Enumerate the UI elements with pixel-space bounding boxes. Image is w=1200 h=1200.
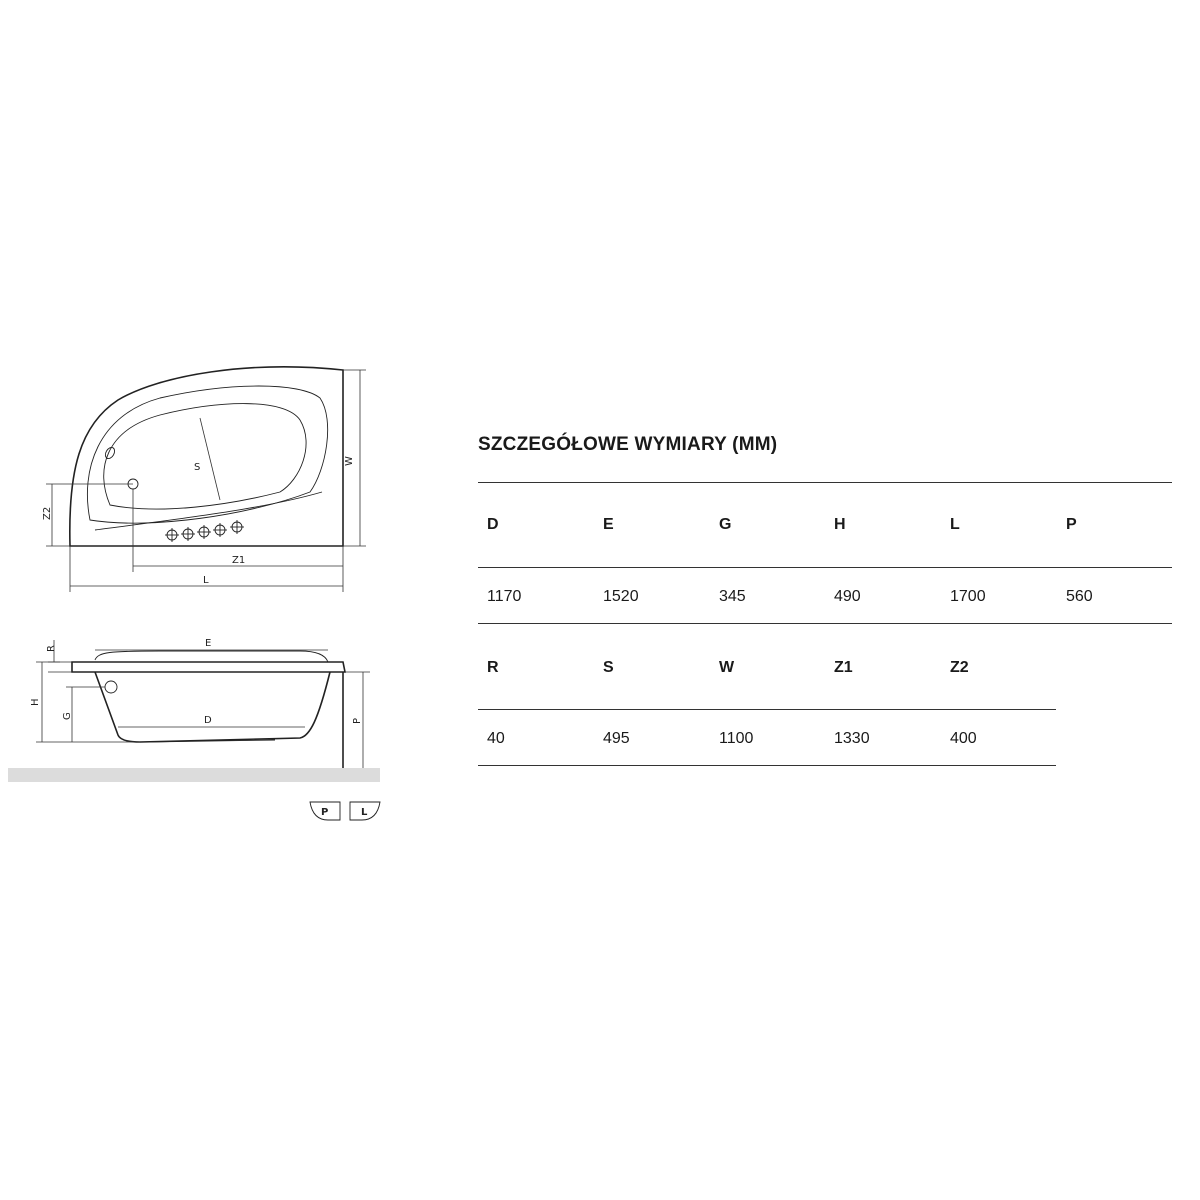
jets-group xyxy=(165,520,244,542)
value-l: 1700 xyxy=(950,588,986,605)
header-p: P xyxy=(1066,516,1077,533)
dim-label-p: P xyxy=(352,717,363,724)
dim-label-z2: Z2 xyxy=(42,506,53,520)
dim-label-z1: Z1 xyxy=(232,555,246,566)
orientation-label-left: L xyxy=(361,807,368,818)
table-rule-top xyxy=(478,482,1172,483)
table-rule-4 xyxy=(478,709,1056,710)
header-e: E xyxy=(603,516,614,533)
header-s: S xyxy=(603,659,614,676)
tub-outline-top xyxy=(70,367,343,546)
tub-rim-inner xyxy=(87,386,327,523)
header-z1: Z1 xyxy=(834,659,853,676)
orientation-icons xyxy=(310,802,380,820)
value-e: 1520 xyxy=(603,588,639,605)
table-rule-2 xyxy=(478,567,1172,568)
header-d: D xyxy=(487,516,499,533)
header-z2: Z2 xyxy=(950,659,969,676)
dim-label-l: L xyxy=(203,575,209,586)
overflow-hole xyxy=(104,446,117,460)
side-view xyxy=(8,638,380,782)
value-g: 345 xyxy=(719,588,746,605)
top-view xyxy=(42,367,366,592)
front-lip-curve xyxy=(95,492,322,530)
tub-body-side xyxy=(95,672,330,742)
dim-label-s: S xyxy=(194,462,201,473)
overflow-side xyxy=(105,681,117,693)
header-w: W xyxy=(719,659,735,676)
orientation-label-right: P xyxy=(321,807,329,818)
floor xyxy=(8,768,380,782)
dimensions-title: SZCZEGÓŁOWE WYMIARY (MM) xyxy=(478,434,778,455)
value-z1: 1330 xyxy=(834,730,870,747)
header-h: H xyxy=(834,516,846,533)
header-l: L xyxy=(950,516,960,533)
value-d: 1170 xyxy=(487,588,522,605)
value-z2: 400 xyxy=(950,730,977,747)
value-w: 1100 xyxy=(719,730,754,747)
dim-label-r: R xyxy=(46,645,57,652)
dim-label-h: H xyxy=(30,698,41,706)
dim-label-g: G xyxy=(62,712,73,720)
bathtub-technical-drawing xyxy=(0,0,400,840)
value-h: 490 xyxy=(834,588,861,605)
value-s: 495 xyxy=(603,730,630,747)
tub-rim-side xyxy=(72,662,345,672)
value-r: 40 xyxy=(487,730,505,747)
value-p: 560 xyxy=(1066,588,1093,605)
dim-label-d: D xyxy=(204,715,212,726)
table-rule-3 xyxy=(478,623,1172,624)
header-r: R xyxy=(487,659,499,676)
tub-basin xyxy=(104,404,306,509)
inner-top-curve xyxy=(95,651,328,662)
header-g: G xyxy=(719,516,732,533)
dim-label-e: E xyxy=(205,638,212,649)
dim-label-w: W xyxy=(344,456,355,466)
table-rule-bottom xyxy=(478,765,1056,766)
